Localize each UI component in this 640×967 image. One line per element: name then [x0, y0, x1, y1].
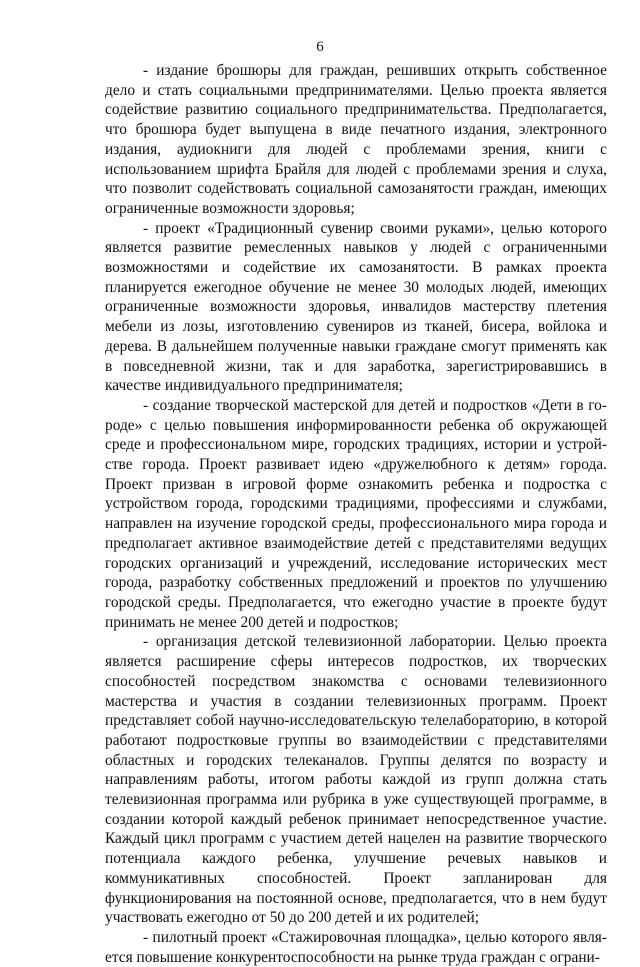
document-body — [105, 61, 607, 967]
paragraph-souvenir-project: - проект «Традиционный сувенир своими руками», целью которого является развитие ремесленных навыков у людей с ограниченными возможностями и содействие их самозанятости. В рамках проекта планируется ежегодное обучение не менее 30 молодых людей, имеющих ограниченные возможности здоровья, инвалидов мастерству плетения мебели из лозы, изготовлению сувениров из тканей, бисера, войлока и дерева. В дальнейшем полученные навыки граждане смогут применять как в повседневной жизни, так и для заработка, зарегистрировавшись в качестве индивидуального предпринимателя; — [105, 219, 607, 395]
page-number: 6 — [316, 39, 324, 55]
paragraph-children-workshop: - создание творческой мастерской для детей и подростков «Дети в городе» с целью повышения информированности ребенка об окружающей среде и профессиональном мире, городских традициях, истории и устройстве города. Проект развивает идею «дружелюбного к детям» города. Проект призван в игровой форме ознакомить ребенка и подростка с устройством города, городскими традициями, профессиями и службами, направлен на изучение городской среды, профессионального мира города и предполагает активное взаимодействие детей с представителями ведущих городских организаций и учреждений, исследование исторических мест города, разработку собственных предложений и проектов по улучшению городской среды. Предполагается, что ежегодно участие в проекте будут принимать не менее 200 детей и подростков; — [105, 396, 607, 631]
paragraph-pilot-project: - пилотный проект «Стажировочная площадка», целью которого является повышение конкурентоспособности на рынке труда граждан с ограни- — [105, 928, 607, 966]
paragraph-tv-laboratory: - организация детской телевизионной лаборатории. Целью проекта является расширение сферы интересов подростков, их творческих способностей посредством знакомства с основами телевизионного мастерства и участия в создании телевизионных программ. Проект представляет собой научно-исследовательскую телелабораторию, в которой работают подростковые группы во взаимодействии с представителями областных и городских телеканалов. Группы делятся по возрасту и направлениям работы, итогом работы каждой из групп должна стать телевизионная программа или рубрика в уже существующей программе, в создании которой каждый ребенок принимает непосредственное участие. Каждый цикл программ с участием детей нацелен на развитие творческого потенциала каждого ребенка, улучшение речевых навыков и коммуникативных способностей. Проект запланирован для функционирования на постоянной основе, предполагается, что в нем будут участвовать ежегодно от 50 до 200 детей и их родителей; — [105, 633, 607, 927]
paragraph-brochure: - издание брошюры для граждан, решивших открыть собственное дело и стать социальными предпринимателями. Целью проекта является содействие развитию социального предпринимательства. Предполагается, что брошюра будет выпущена в виде печатного издания, электронного издания, аудиокниги для людей с проблемами зрения, книги с использованием шрифта Брайля для людей с проблемами зрения и слуха, что позволит содействовать социальной самозанятости граждан, имеющих ограниченные возможности здоровья; — [105, 62, 607, 217]
